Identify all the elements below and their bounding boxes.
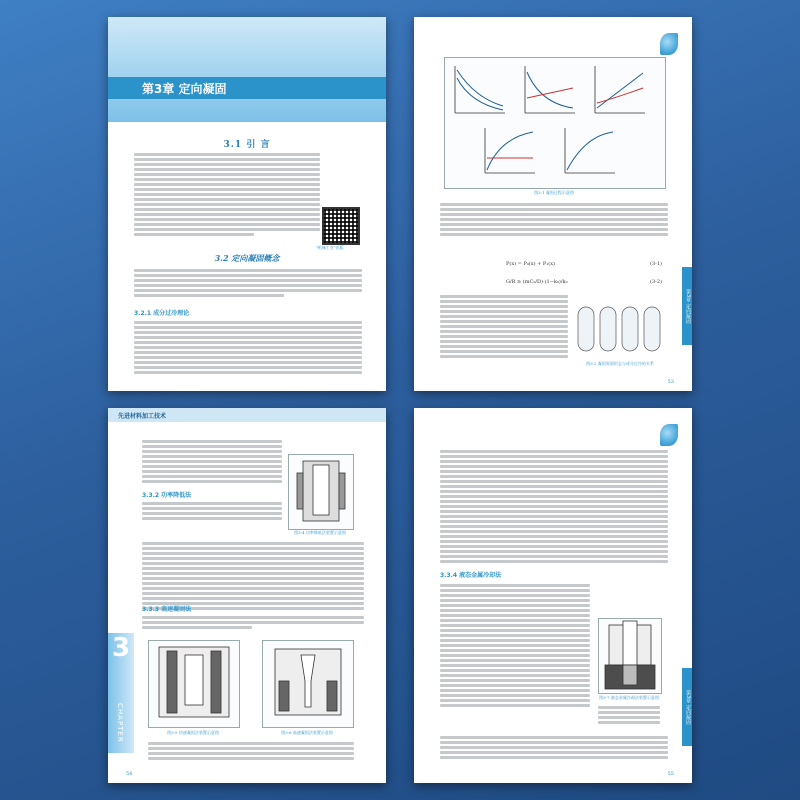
figure-3-7-caption: 图3-7 液态金属冷却法装置示意图 xyxy=(599,695,659,700)
body-paragraph xyxy=(440,448,668,565)
figure-3-4-apparatus xyxy=(288,454,354,530)
book-page-2 xyxy=(414,17,692,391)
book-page-4 xyxy=(414,408,692,783)
intro-paragraph xyxy=(134,151,320,238)
chapter-side-tab: 第3章 定向凝固 xyxy=(682,668,692,746)
symbol-definitions xyxy=(440,293,568,360)
concept-paragraph xyxy=(134,267,362,299)
figure-legend-text xyxy=(148,740,354,762)
equation-3-2: G/R ≥ (mC₀/D)·(1−k₀)/k₀ xyxy=(506,279,568,285)
book-page-1 xyxy=(108,17,386,391)
chapter-number: 3 xyxy=(112,633,131,663)
figure-3-6-caption: 图3-6 高速凝固法装置示意图 xyxy=(281,730,333,735)
figure-3-7-legend xyxy=(598,704,660,726)
page-number: 54 xyxy=(126,771,133,777)
power-down-paragraph xyxy=(142,500,282,522)
figure-3-1-graphs xyxy=(444,57,666,189)
leaf-logo-icon xyxy=(660,33,678,55)
liquid-metal-paragraph xyxy=(440,582,590,709)
page-number: 55 xyxy=(667,771,674,777)
section-heading-3-1: 3.1 引 言 xyxy=(223,140,271,150)
subsection-heading-3-2-1: 3.2.1 成分过冷理论 xyxy=(134,310,190,317)
figure-3-6-apparatus xyxy=(262,640,354,728)
chapter-title: 第3章 定向凝固 xyxy=(142,82,227,96)
book-page-3 xyxy=(108,408,386,783)
chapter-header-band xyxy=(108,17,386,122)
body-paragraph xyxy=(440,201,668,238)
subsection-heading-3-3-4: 3.3.4 液态金属冷却法 xyxy=(440,572,502,579)
equation-3-1: P(x) = P₀(x) + P₁(x) xyxy=(506,261,556,267)
chapter-side-tab: 第3章 定向凝固 xyxy=(682,267,692,345)
subsection-heading-3-3-3: 3.3.3 高速凝固法 xyxy=(142,606,192,613)
running-head: 先进材料加工技术 xyxy=(118,413,167,420)
figure-3-1-caption: 图3-1 凝固过程示意图 xyxy=(534,190,574,195)
body-paragraph xyxy=(142,438,282,485)
figure-3-2-caption: 图3-2 凝固界面形态与成分过冷的关系 xyxy=(586,361,654,366)
figure-3-2-interface-shapes xyxy=(574,297,666,357)
equation-3-1-number: (3-1) xyxy=(650,261,662,267)
qr-caption: "机械工业"出版 xyxy=(316,245,344,250)
body-paragraph-2 xyxy=(440,734,668,761)
qr-code xyxy=(322,207,360,245)
figure-3-7-apparatus xyxy=(598,618,662,694)
body-paragraph-2 xyxy=(142,540,364,612)
equation-3-2-number: (3-2) xyxy=(650,279,662,285)
leaf-logo-icon xyxy=(660,424,678,446)
figure-3-5-caption: 图3-5 快速凝固法装置示意图 xyxy=(167,730,219,735)
figure-3-5-apparatus xyxy=(148,640,240,728)
chapter-word: CHAPTER xyxy=(116,703,124,743)
high-speed-paragraph xyxy=(142,614,364,631)
page-number: 53 xyxy=(667,379,674,385)
theory-paragraph xyxy=(134,319,362,376)
section-heading-3-2: 3.2 定向凝固概念 xyxy=(214,253,280,263)
subsection-heading-3-3-2: 3.3.2 功率降低法 xyxy=(142,492,192,499)
figure-3-4-caption: 图3-4 功率降低法装置示意图 xyxy=(294,530,346,535)
